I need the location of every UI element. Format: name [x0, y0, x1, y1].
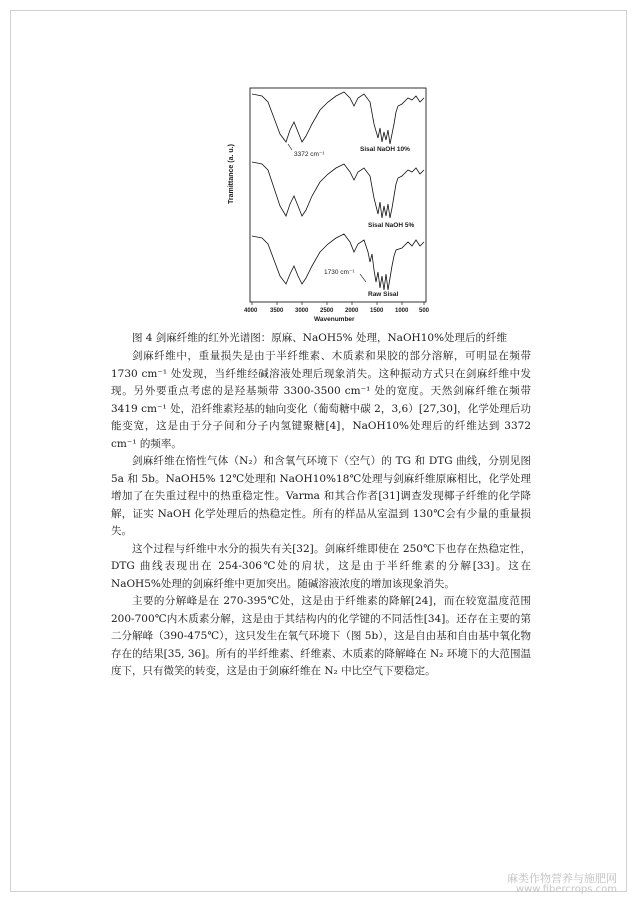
label-sisal-naoh-5: Sisal NaOH 5% — [368, 222, 415, 229]
label-sisal-naoh-10: Sisal NaOH 10% — [360, 146, 410, 153]
figure-caption: 图 4 剑麻纤维的红外光谱图：原麻、NaOH5% 处理，NaOH10%处理后的纤维 — [131, 332, 508, 344]
watermark-url: www.fibercrops.com — [515, 884, 617, 895]
paragraph: 这个过程与纤维中水分的损失有关[32]。剑麻纤维即使在 250℃下也存在热稳定性，DTG 曲线表现出在 254-306℃处的肩状，这是由于半纤维素的分解[33]。这在 NaOH5%处理的剑麻纤维中更加突出。随碱溶液浓度的增加该现象消失。 — [111, 542, 531, 590]
annotation-1730: 1730 cm⁻¹ — [324, 269, 355, 276]
x-axis-label: Wavenumber — [314, 316, 355, 323]
x-axis-ticks — [252, 302, 424, 305]
ftir-chart — [232, 84, 432, 324]
x-tick-label: 1000 — [395, 308, 409, 314]
annotation-arrow-1730 — [360, 274, 366, 282]
x-tick-label: 3500 — [270, 308, 284, 314]
body-text — [111, 348, 531, 681]
x-tick-label: 3000 — [295, 308, 309, 314]
annotation-3372: 3372 cm⁻¹ — [294, 151, 325, 158]
x-tick-label: 500 — [419, 308, 430, 314]
x-tick-label: 1500 — [370, 308, 384, 314]
label-raw-sisal: Raw Sisal — [368, 291, 399, 298]
x-tick-label: 2500 — [320, 308, 334, 314]
ftir-figure — [232, 84, 432, 324]
paragraph: 剑麻纤维中，重量损失是由于半纤维素、木质素和果胶的部分溶解，可明显在频带 1730 cm⁻¹ 处发现，当纤维经碱溶液处理后现象消失。这种振动方式只在剑麻纤维中发现。另外要重点考虑的是羟基频带 3300-3500 cm⁻¹ 处的宽度。天然剑麻纤维在频带 3419 cm⁻¹ 处，沿纤维素羟基的轴向变化（葡萄糖中碳 2，3,6）[27,30]，化学处理后功能变宽，这是由于分子间和分子内氢键聚糖[4]，NaOH10%处理后的纤维达到 3372 cm⁻¹ 的频率。 — [111, 350, 531, 450]
figure-y-axis-label: Tramittance (a. u.) — [228, 144, 235, 204]
x-tick-label: 4000 — [244, 308, 258, 314]
series-raw-sisal — [252, 234, 424, 290]
x-tick-label: 2000 — [345, 308, 359, 314]
annotation-arrow-3372 — [288, 144, 292, 150]
series-sisal-naoh-5 — [252, 162, 424, 218]
paragraph: 主要的分解峰是在 270-395℃处，这是由于纤维素的降解[24]，而在较宽温度范围 200-700℃内木质素分解，这是由于其结构内的化学键的不同活性[34]。还存在主要的第二分解峰（390-475℃），这只发生在氧气环境下（图 5b），这是自由基和自由基中氧化物存在的结果[35, 36]。所有的半纤维素、纤维素、木质素的降解峰在 N₂ 环境下的大范围温度下，只有微笑的转变，这是由于剑麻纤维在 N₂ 中比空气下要稳定。 — [111, 595, 531, 677]
watermark-site-name: 麻类作物营养与施肥网 — [507, 872, 617, 885]
paragraph: 剑麻纤维在惰性气体（N₂）和含氧气环境下（空气）的 TG 和 DTG 曲线，分别见图 5a 和 5b。NaOH5% 12℃处理和 NaOH10%18℃处理与剑麻纤维原麻相比，化学处理增加了在失重过程中的热重稳定性。Varma 和其合作者[31]调查发现椰子纤维的化学降解，证实 NaOH 化学处理后的热稳定性。所有的样品从室温到 130℃会有少量的重量损失。 — [111, 455, 531, 537]
series-sisal-naoh-10 — [252, 92, 424, 144]
